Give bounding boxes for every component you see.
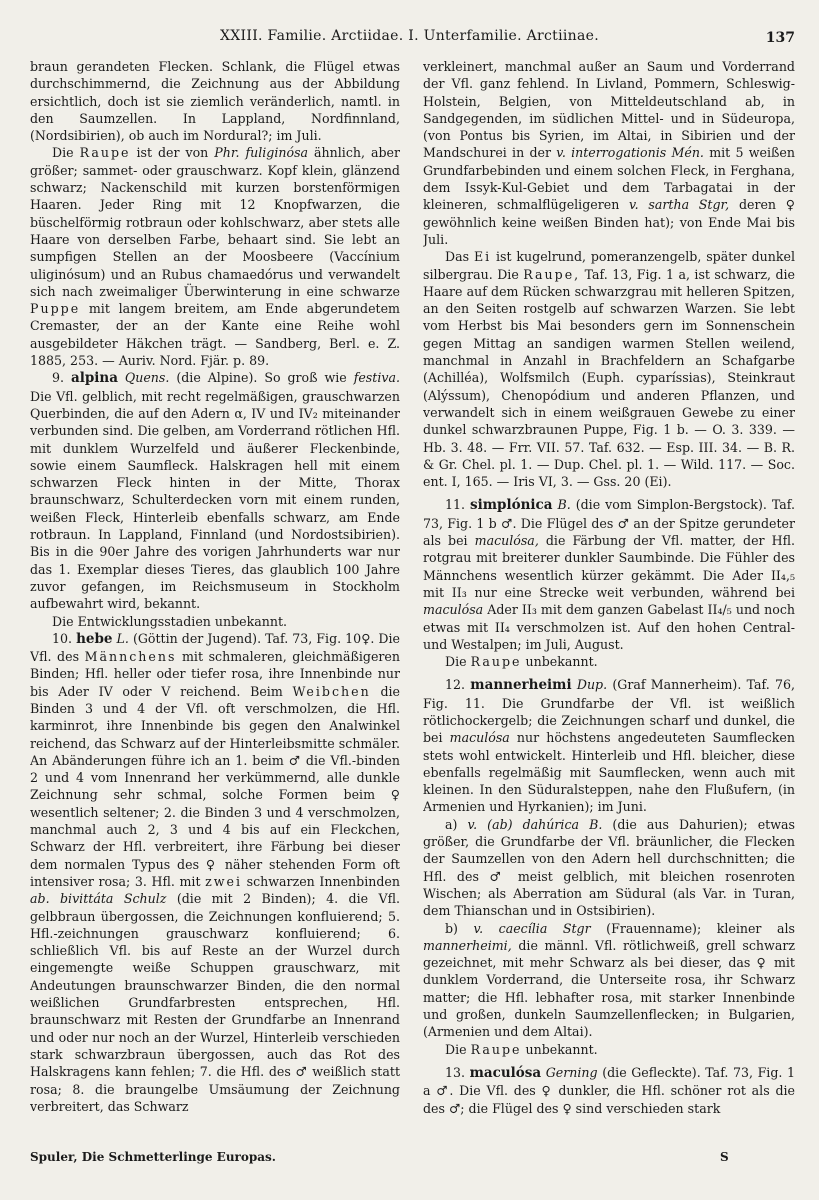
signature-mark: S	[720, 1150, 729, 1164]
species-entry: 10. hebe L. (Göttin der Jugend). Taf. 73, Fig. 10♀. Die Vfl. des Männchens mit schmaleren, gleichmäßigeren Binden; Hfl. heller oder tiefer rosa, ihre Innenbinde nur bis Ader IV oder V reichend. Beim Weibchen die Binden 3 und 4 der Vfl. oft verschmolzen, die Hfl. karminrot, ihre Innenbinde bis gegen den Analwinkel reichend, das Schwarz auf der Hinterleibsmitte schmäler. An Abänderungen führe ich an 1. beim ♂ die Vfl.-binden 2 und 4 vom Innenrand her verkümmernd, alle dunkle Zeichnung sehr schmal, solche Formen beim ♀ wesentlich seltener; 2. die Binden 3 und 4 verschmolzen, manchmal auch 2, 3 und 4 bis auf ein Fleckchen, Schwarz der Hfl. verbreitert, ihre Färbung bei dieser dem normalen Typus des ♀ näher stehenden Form oft intensiver rosa; 3. Hfl. mit zwei schwarzen Innenbinden ab. bivittáta Schulz (die mit 2 Binden); 4. die Vfl. gelbbraun übergossen, die Zeichnungen konfluierend; 5. Hfl.-zeichnungen grauschwarz konfluierend; 6. schließlich Vfl. bis auf Reste an der Wurzel durch eingemengte weiße Schuppen grauschwarz, mit Andeutungen braunschwarzer Binden, die den normal weißlichen Grundfarbresten entsprechen, Hfl. braunschwarz mit Resten der Grundfarbe an Innenrand und oder nur noch an der Wurzel, Hinterleib verschieden stark schwarzbraun übergossen, auch das Rot des Halskragens kann fehlen; 7. die Hfl. des ♂ weißlich statt rosa; 8. die braungelbe Umsäumung der Zeichnung verbreitert, das Schwarz	[30, 630, 400, 1114]
left-column	[30, 58, 400, 1158]
author: Gerning	[545, 1064, 598, 1080]
author: L.	[116, 630, 129, 646]
species-ref: Phr. fuliginósa	[214, 145, 309, 161]
species-entry: 11. simplónica B. (die vom Simplon-Bergstock). Taf. 73, Fig. 1 b ♂. Die Flügel des ♂ an der Spitze gerundeter als bei maculósa, die Färbung der Vfl. matter, der Hfl. rotgrau mit breiterer dunkler Saumbinde. Die Fühler des Männchens wesentlich kürzer gekämmt. Die Ader II₄,₅ mit II₃ nur eine Strecke weit verbunden, während bei maculósa Ader II₃ mit dem ganzen Gabelast II₄/₅ und noch etwas mit II₄ verschmolzen ist. Auf den hohen Central- und Westalpen; im Juli, August.	[423, 497, 795, 652]
species-ref: maculósa,	[474, 533, 539, 549]
species-name: simplónica	[470, 497, 553, 514]
term-maennchens: Männchens	[84, 649, 177, 665]
aberration-name: ab. bivittáta Schulz	[30, 891, 167, 907]
species-name: alpina	[70, 370, 118, 387]
footer-citation: Spuler, Die Schmetterlinge Europas.	[30, 1150, 276, 1164]
page-footer	[30, 1150, 790, 1168]
variety-name: v. sartha Stgr,	[629, 197, 730, 213]
author: Quens.	[124, 370, 170, 386]
variety-entry: a) v. (ab) dahúrica B. (die aus Dahurien); etwas größer, die Grundfarbe der Vfl. bräunlicher, die Flecken der Saumzellen von den Adern hell durchschnitten; die Hfl. des ♂ meist gelblich, mit bleichen rosenroten Wischen; als Aberration am Südural (als Var. in Turan, dem Thianschan und in Ostsibirien).	[423, 816, 795, 919]
species-ref: mannerheimi,	[423, 937, 512, 953]
term-zwei: zwei	[205, 873, 243, 889]
species-name: hebe	[76, 630, 113, 647]
term-raupe: Raupe,	[523, 266, 581, 282]
paragraph: Die Raupe ist der von Phr. fuliginósa ähnlich, aber größer; sammet- oder grauschwarz. Kopf klein, glänzend schwarz; Nackenschild mit kurzen borstenförmigen Haaren. Jeder Ring mit 12 Knopfwarzen, die büschelförmig rotbraun oder kohlschwarz, aber stets alle Haare von derselben Farbe, behaart sind. Sie lebt an sumpfigen Stellen an der Moosbeere (Vaccínium uliginósum) und an Rubus chamaedórus und verwandelt sich nach zweimaliger Überwinterung in eine schwarze Puppe mit langem breitem, am Ende abgerundetem Cremaster, der an der Kante eine Reihe wohl ausgebildeter Häkchen trägt. — Sandberg, Berl. e. Z. 1885, 253. — Auriv. Nord. Fjär. p. 89.	[30, 145, 400, 369]
author: Dup.	[576, 677, 608, 693]
right-column	[423, 58, 795, 1156]
term-weibchen: Weibchen	[292, 683, 371, 699]
paragraph: braun gerandeten Flecken. Schlank, die Flügel etwas durchschimmernd, die Zeichnung aus der Abbildung ersichtlich, doch ist sie ziemlich veränderlich, namtl. in den Saumzellen. In Lappland, Nordfinnland, (Nordsibirien), ob auch im Nordural?; im Juli.	[30, 59, 400, 144]
author: B.	[557, 497, 571, 513]
running-head: XXIII. Familie. Arctiidae. I. Unterfamilie. Arctiinae.	[220, 28, 599, 44]
species-entry: 13. maculósa Gerning (die Gefleckte). Taf. 73, Fig. 1 a ♂. Die Vfl. des ♀ dunkler, die Hfl. schöner rot als die des ♂; die Flügel des ♀ sind verschieden stark	[423, 1064, 795, 1116]
variety-entry: b) v. caecília Stgr (Frauenname); kleiner als mannerheimi, die männl. Vfl. rötlichweiß, grell schwarz gezeichnet, mit mehr Schwarz als bei dieser, das ♀ mit dunklem Vorderrand, die Unterseite rosa, ihr Schwarz matter; die Hfl. lebhafter rosa, mit starker Innenbinde und großen, dunkeln Saumzellenflecken; in Bulgarien, (Armenien und dem Altai).	[423, 920, 795, 1040]
variety-name: v. interrogationis Mén.	[556, 145, 704, 161]
term-puppe: Puppe	[30, 301, 81, 317]
species-ref: maculósa	[423, 602, 484, 618]
term-raupe: Raupe	[470, 1041, 522, 1057]
term-raupe: Raupe	[79, 145, 131, 161]
paragraph: Die Raupe unbekannt.	[445, 654, 598, 670]
term-raupe: Raupe	[470, 654, 522, 670]
variety-name: v. (ab) dahúrica B.	[467, 816, 603, 832]
species-ref: maculósa	[449, 730, 510, 746]
page-header	[0, 22, 819, 62]
page-number: 137	[765, 30, 795, 46]
paragraph: Die Raupe unbekannt.	[445, 1041, 598, 1057]
species-name: mannerheimi	[470, 677, 572, 694]
species-name: maculósa	[469, 1064, 542, 1081]
paragraph: Das Ei ist kugelrund, pomeranzengelb, später dunkel silbergrau. Die Raupe, Taf. 13, Fig. 1 a, ist schwarz, die Haare auf dem Rücken schwarzgrau mit helleren Spitzen, an den Seiten rostgelb auf schwarzen Warzen. Sie lebt vom Herbst bis Mai besonders gern im Sonnenschein gegen Mittag an sandigen warmen Stellen weilend, manchmal in Anzahl in Brachfeldern an Schafgarbe (Achilléa), Wolfsmilch (Euph. cyparíssias), Steinkraut (Alýssum), Chenopódium und anderen Pflanzen, und verwandelt sich in einem weißgrauen Gewebe zu einer dunkel schwarzbraunen Puppe, Fig. 1 b. — O. 3. 339. — Hb. 3. 48. — Frr. VII. 57. Taf. 632. — Esp. III. 34. — B. R. & Gr. Chel. pl. 1. — Dup. Chel. pl. 1. — Wild. 117. — Soc. ent. I, 165. — Iris VI, 3. — Gss. 20 (Ei).	[423, 249, 795, 490]
paragraph: verkleinert, manchmal außer an Saum und Vorderrand der Vfl. ganz fehlend. In Livland, Pommern, Schleswig-Holstein, Belgien, von Mitteldeutschland ab, in Sandgegenden, im südlichen Mittel- und in Südeuropa, (von Pontus bis Syrien, im Altai, in Sibirien und der Mandschurei in der v. interrogationis Mén. mit 5 weißen Grundfarbebinden und einem solchen Fleck, in Ferghana, dem Issyk-Kul-Gebiet und dem Tarbagatai in der kleineren, schmalflügeligeren v. sartha Stgr, deren ♀ gewöhnlich keine weißen Binden hat); von Ende Mai bis Juli.	[423, 59, 795, 247]
paragraph: Die Entwicklungsstadien unbekannt.	[52, 613, 288, 629]
species-entry: 9. alpina Quens. (die Alpine). So groß wie festiva. Die Vfl. gelblich, mit recht regelmäßigen, grauschwarzen Querbinden, die auf den Adern α, IV und IV₂ miteinander verbunden sind. Die gelben, am Vorderrand rötlichen Hfl. mit dunklem Wurzelfeld und äußerer Fleckenbinde, sowie einem Saumfleck. Halskragen hell mit einem schwarzen Fleck hinten in der Mitte, Thorax braunschwarz, Schulterdecken vorn mit einem runden, weißen Fleck, Hinterleib ebenfalls schwarz, am Ende rotbraun. In Lappland, Finnland (und Nordostsibirien). Bis in die 90er Jahre des vorigen Jahrhunderts war nur das 1. Exemplar dieses Tieres, das glaublich 100 Jahre zuvor gefangen, im Reichsmuseum in Stockholm aufbewahrt wird, bekannt.	[30, 370, 400, 612]
term-ei: Ei	[473, 249, 492, 265]
variety-name: v. caecília Stgr	[473, 920, 591, 936]
species-entry: 12. mannerheimi Dup. (Graf Mannerheim). Taf. 76, Fig. 11. Die Grundfarbe der Vfl. ist weißlich rötlichockergelb; die Zeichnungen scharf und dunkel, die bei maculósa nur höchstens angedeuteten Saumflecken stets wohl entwickelt. Hinterleib und Hfl. bleicher, diese ebenfalls regelmäßig mit Saumflecken, wenn auch mit kleinen. In den Süduralsteppen, nahe den Flußufern, (in Armenien und Hyrkanien); im Juni.	[423, 677, 795, 815]
species-ref: festiva.	[353, 370, 400, 386]
